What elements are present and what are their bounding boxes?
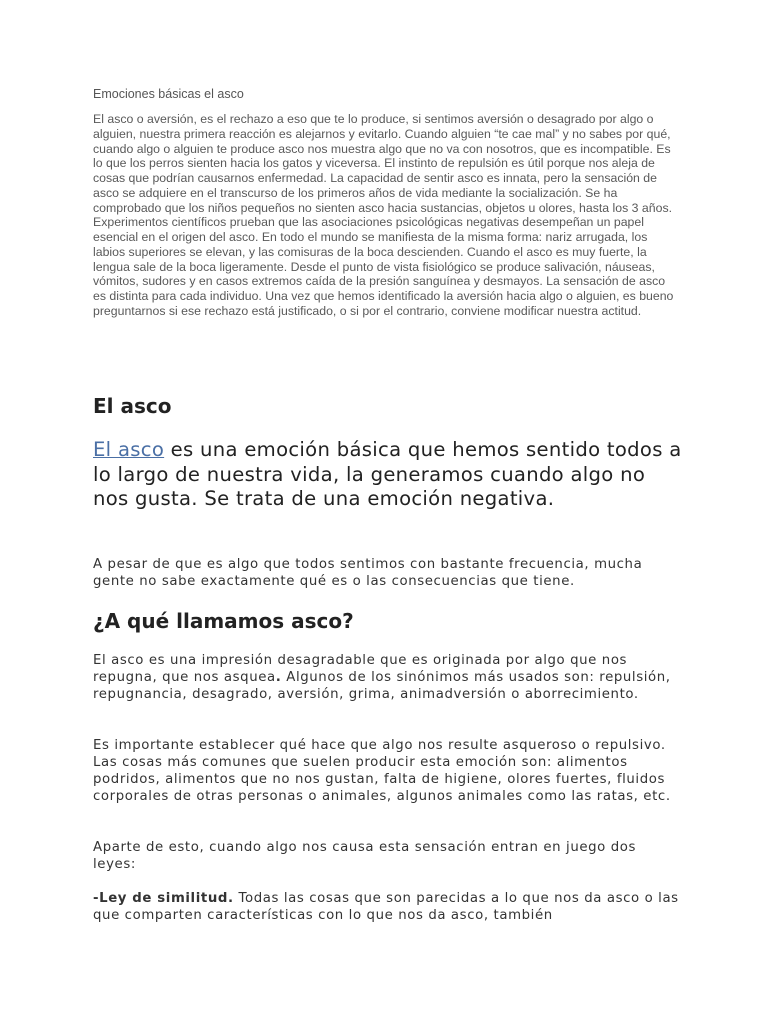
ley-similitud-label: -Ley de similitud. (93, 891, 234, 906)
lead-text: es una emoción básica que hemos sentido todos a lo largo de nuestra vida, la generamos cuando algo no nos gusta. Se trata de una emoción negativa. (93, 438, 682, 510)
body-paragraph-frecuencia: A pesar de que es algo que todos sentimos con bastante frecuencia, mucha gente no sabe exactamente qué es o las consecuencias que tiene. (93, 557, 643, 589)
document-title: Emociones básicas el asco (93, 87, 244, 101)
intro-paragraph: El asco o aversión, es el rechazo a eso que te lo produce, si sentimos aversión o desagrado por algo o alguien, nuestra primera reacción es alejarnos y evitarlo. Cuando alguien “te cae mal” y no sabes por qué, cuando algo o alguien te produce asco nos muestra algo que no va con nosotros, que es incompatible. Es lo que los perros sienten hacia los gatos y viceversa. El instinto de repulsión es útil porque nos aleja de cosas que podrían causarnos enfermedad. La capacidad de sentir asco es innata, pero la sensación de asco se adquiere en el transcurso de los primeros años de vida mediante la socialización. Se ha comprobado que los niños pequeños no sienten asco hacia sustancias, objetos u olores, hasta los 3 años. Experimentos científicos prueban que las asociaciones psicológicas negativas desempeñan un papel esencial en el origen del asco. En todo el mundo se manifiesta de la misma forma: nariz arrugada, los labios superiores se elevan, y las comisuras de la boca descienden. Cuando el asco es muy fuerte, la lengua sale de la boca ligeramente. Desde el punto de vista fisiológico se produce salivación, náuseas, vómitos, sudores y en casos extremos caída de la presión sanguínea y desmayos. La sensación de asco es distinta para cada individuo. Una vez que hemos identificado la aversión hacia algo o alguien, es bueno preguntarnos si ese rechazo está justificado, o si por el contrario, conviene modificar nuestra actitud. (93, 112, 674, 318)
definicion-bold-dot: . (275, 669, 282, 685)
el-asco-link[interactable]: El asco (93, 438, 165, 461)
body-paragraph-ley-similitud (93, 891, 683, 925)
body-paragraph-definicion (93, 653, 683, 704)
body-paragraph-causas: Es importante establecer qué hace que algo nos resulte asqueroso o repulsivo. Las cosas más comunes que suelen producir esta emoción son: alimentos podridos, alimentos que no nos gustan, falta de higiene, olores fuertes, fluidos corporales de otras personas o animales, algunos animales como las ratas, etc. (93, 738, 671, 804)
lead-paragraph (93, 438, 683, 512)
body-paragraph-leyes: Aparte de esto, cuando algo nos causa esta sensación entran en juego dos leyes: (93, 840, 637, 872)
section-heading-el-asco: El asco (93, 394, 172, 418)
ley-similitud-text: Todas las cosas que son parecidas a lo que nos da asco o las que comparten características con lo que nos da asco, también (93, 891, 679, 923)
definicion-text: El asco es una impresión desagradable que es originada por algo que nos repugna, que nos asquea (93, 653, 628, 685)
section-heading-que-llamamos-asco: ¿A qué llamamos asco? (93, 609, 354, 633)
sinonimos-text: Algunos de los sinónimos más usados son: repulsión, repugnancia, desagrado, aversión, grima, animadversión o aborrecimiento. (93, 669, 671, 702)
